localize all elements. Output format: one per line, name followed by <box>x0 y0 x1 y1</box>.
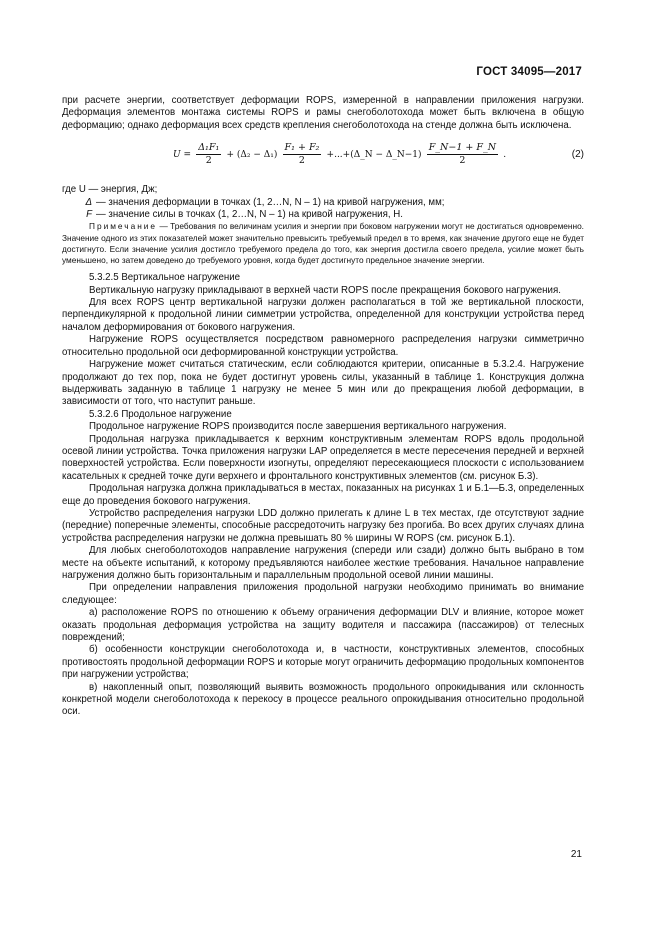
section-heading: 5.3.2.6 Продольное нагружение <box>89 408 232 420</box>
energy-formula <box>172 142 507 167</box>
list-item-b: б) особенности конструкции снегоболотохода и, в частности, конструктивных элементов, способных противостоять продольной деформации ROPS и которые могут ограничить деформацию продольных компонентов при нагружении устройства; <box>62 644 584 681</box>
formula-term-2: $\frac{\text{F₁ + F₂}}{2}$ <box>284 142 320 167</box>
standard-header: ГОСТ 34095—2017 <box>476 66 582 78</box>
formula-lhs: U = <box>173 149 191 160</box>
section-heading: 5.3.2.5 Вертикальное нагружение <box>89 272 241 284</box>
formula-term-2-prefix: + (Δ₂ − Δ₁) <box>226 149 278 160</box>
paragraph: Вертикальную нагрузку прикладывают в верхней части ROPS после прекращения бокового нагружения. <box>89 284 561 296</box>
body-text <box>62 95 584 719</box>
formula-term-3-prefix: +...+(Δ_N − Δ_N−1) <box>326 149 422 160</box>
definition-delta: Δ — значения деформации в точках (1, 2…N, N – 1) на кривой нагружения, мм; <box>85 196 445 208</box>
list-item-v: в) накопленный опыт, позволяющий выявить возможность продольного опрокидывания или склонность конкретной модели снегоболотохода к перекосу в процессе реального опрокидывания относительно продольной оси. <box>62 681 584 718</box>
where-lead: где U — энергия, Дж; <box>62 184 158 196</box>
paragraph-energy-calc: при расчете энергии, соответствует деформации ROPS, измеренной в направлении приложения нагрузки. Деформация элементов монтажа системы ROPS и рамы снегоболотохода может быть включена в общую деформацию; однако деформация всех средств крепления снегоболотохода на стенде должна быть исключена. <box>62 95 584 131</box>
paragraph: Нагружение может считаться статическим, если соблюдаются критерии, описанные в 5.3.2.4. Нагружение продолжают до тех пор, пока не будет достигнут уровень силы, указанный в таблице 1. Конструкция должна выдерживать заданную в таблице 1 нагрузку не менее 5 мин или до прекращения любой деформации, в зависимости от того, что наступит раньше. <box>62 359 584 408</box>
definition-force: F — значение силы в точках (1, 2…N, N – 1) на кривой нагружения, Н. <box>86 209 403 221</box>
paragraph: Продольная нагрузка должна прикладываться в местах, показанных на рисунках 1 и Б.1—Б.3, определенных еще до проведения бокового нагружения. <box>62 483 584 507</box>
paragraph: Для всех ROPS центр вертикальной нагрузки должен располагаться в той же вертикальной плоскости, перпендикулярной к продольной линии симметрии устройства, определенной для конструкции устройства перед началом деформирования от бокового нагружения. <box>62 297 584 333</box>
paragraph: Нагружение ROPS осуществляется посредством равномерного распределения нагрузки симметрично относительно продольной оси деформированной конструкции устройства. <box>62 334 584 358</box>
note-label: Примечание <box>89 221 158 232</box>
formula-row <box>62 140 584 178</box>
paragraph: При определении направления приложения продольной нагрузки необходимо принимать во внимание следующее: <box>62 582 584 606</box>
paragraph: Продольная нагрузка прикладывается к верхним конструктивным элементам ROPS вдоль продольной осевой линии устройства. Точка приложения нагрузки LAP определяется в месте пересечения передней и верхней поверхностей устройства. Если поверхности изогнуты, определяют пересекающиеся плоскости с использованием касательных к средней точке дуги верхнего и фронтального конструктивных элементов (см. рисунок Б.3). <box>62 433 584 482</box>
note-block <box>62 221 584 266</box>
equation-number: (2) <box>571 149 584 161</box>
note-text: — Требования по величинам усилия и энергии при боковом нагружении могут не достигаться одновременно. Значение одного из этих показателей может значительно превысить требуемый предел в то время, как значение другого еще не будет достигнуто. Если значение усилия достигло требуемого предела до того, как энергия достигла своего предела, усилие может быть уменьшено, но затем доведено до требуемого уровня, когда будет достигнуто предельное значение энергии. <box>62 221 584 266</box>
page-number: 21 <box>570 849 582 860</box>
paragraph: Для любых снегоболотоходов направление нагружения (спереди или сзади) должно быть выбрано в том месте на объекте испытаний, к которому предъявляются наиболее жесткие требования. Начальное направление нагружения должно быть горизонтальным и параллельным продольной осевой линии машины. <box>62 545 584 581</box>
where-block <box>62 184 584 221</box>
formula-tail: . <box>503 149 507 160</box>
paragraph: Продольное нагружение ROPS производится после завершения вертикального нагружения. <box>89 421 507 433</box>
list-item-a: а) расположение ROPS по отношению к объему ограничения деформации DLV и влияние, которое может оказать продольная деформация устройства на защиту водителя и пассажира (пассажиров) от телесных повреждений; <box>62 607 584 644</box>
paragraph: Устройство распределения нагрузки LDD должно прилегать к длине L в тех местах, где отсутствуют задние (передние) поперечные элементы, способные рассредоточить нагрузку без прогиба. Во всех других случаях длина устройства распределения нагрузки не должна превышать 80 % ширины W ROPS (см. рисунок Б.1). <box>62 507 584 544</box>
formula-term-3: $\frac{F\_N-1 + F\_N}{2}$ <box>428 142 497 167</box>
formula-term-1: $\frac{\text{Δ₁F₁}}{2}$ <box>198 142 220 167</box>
